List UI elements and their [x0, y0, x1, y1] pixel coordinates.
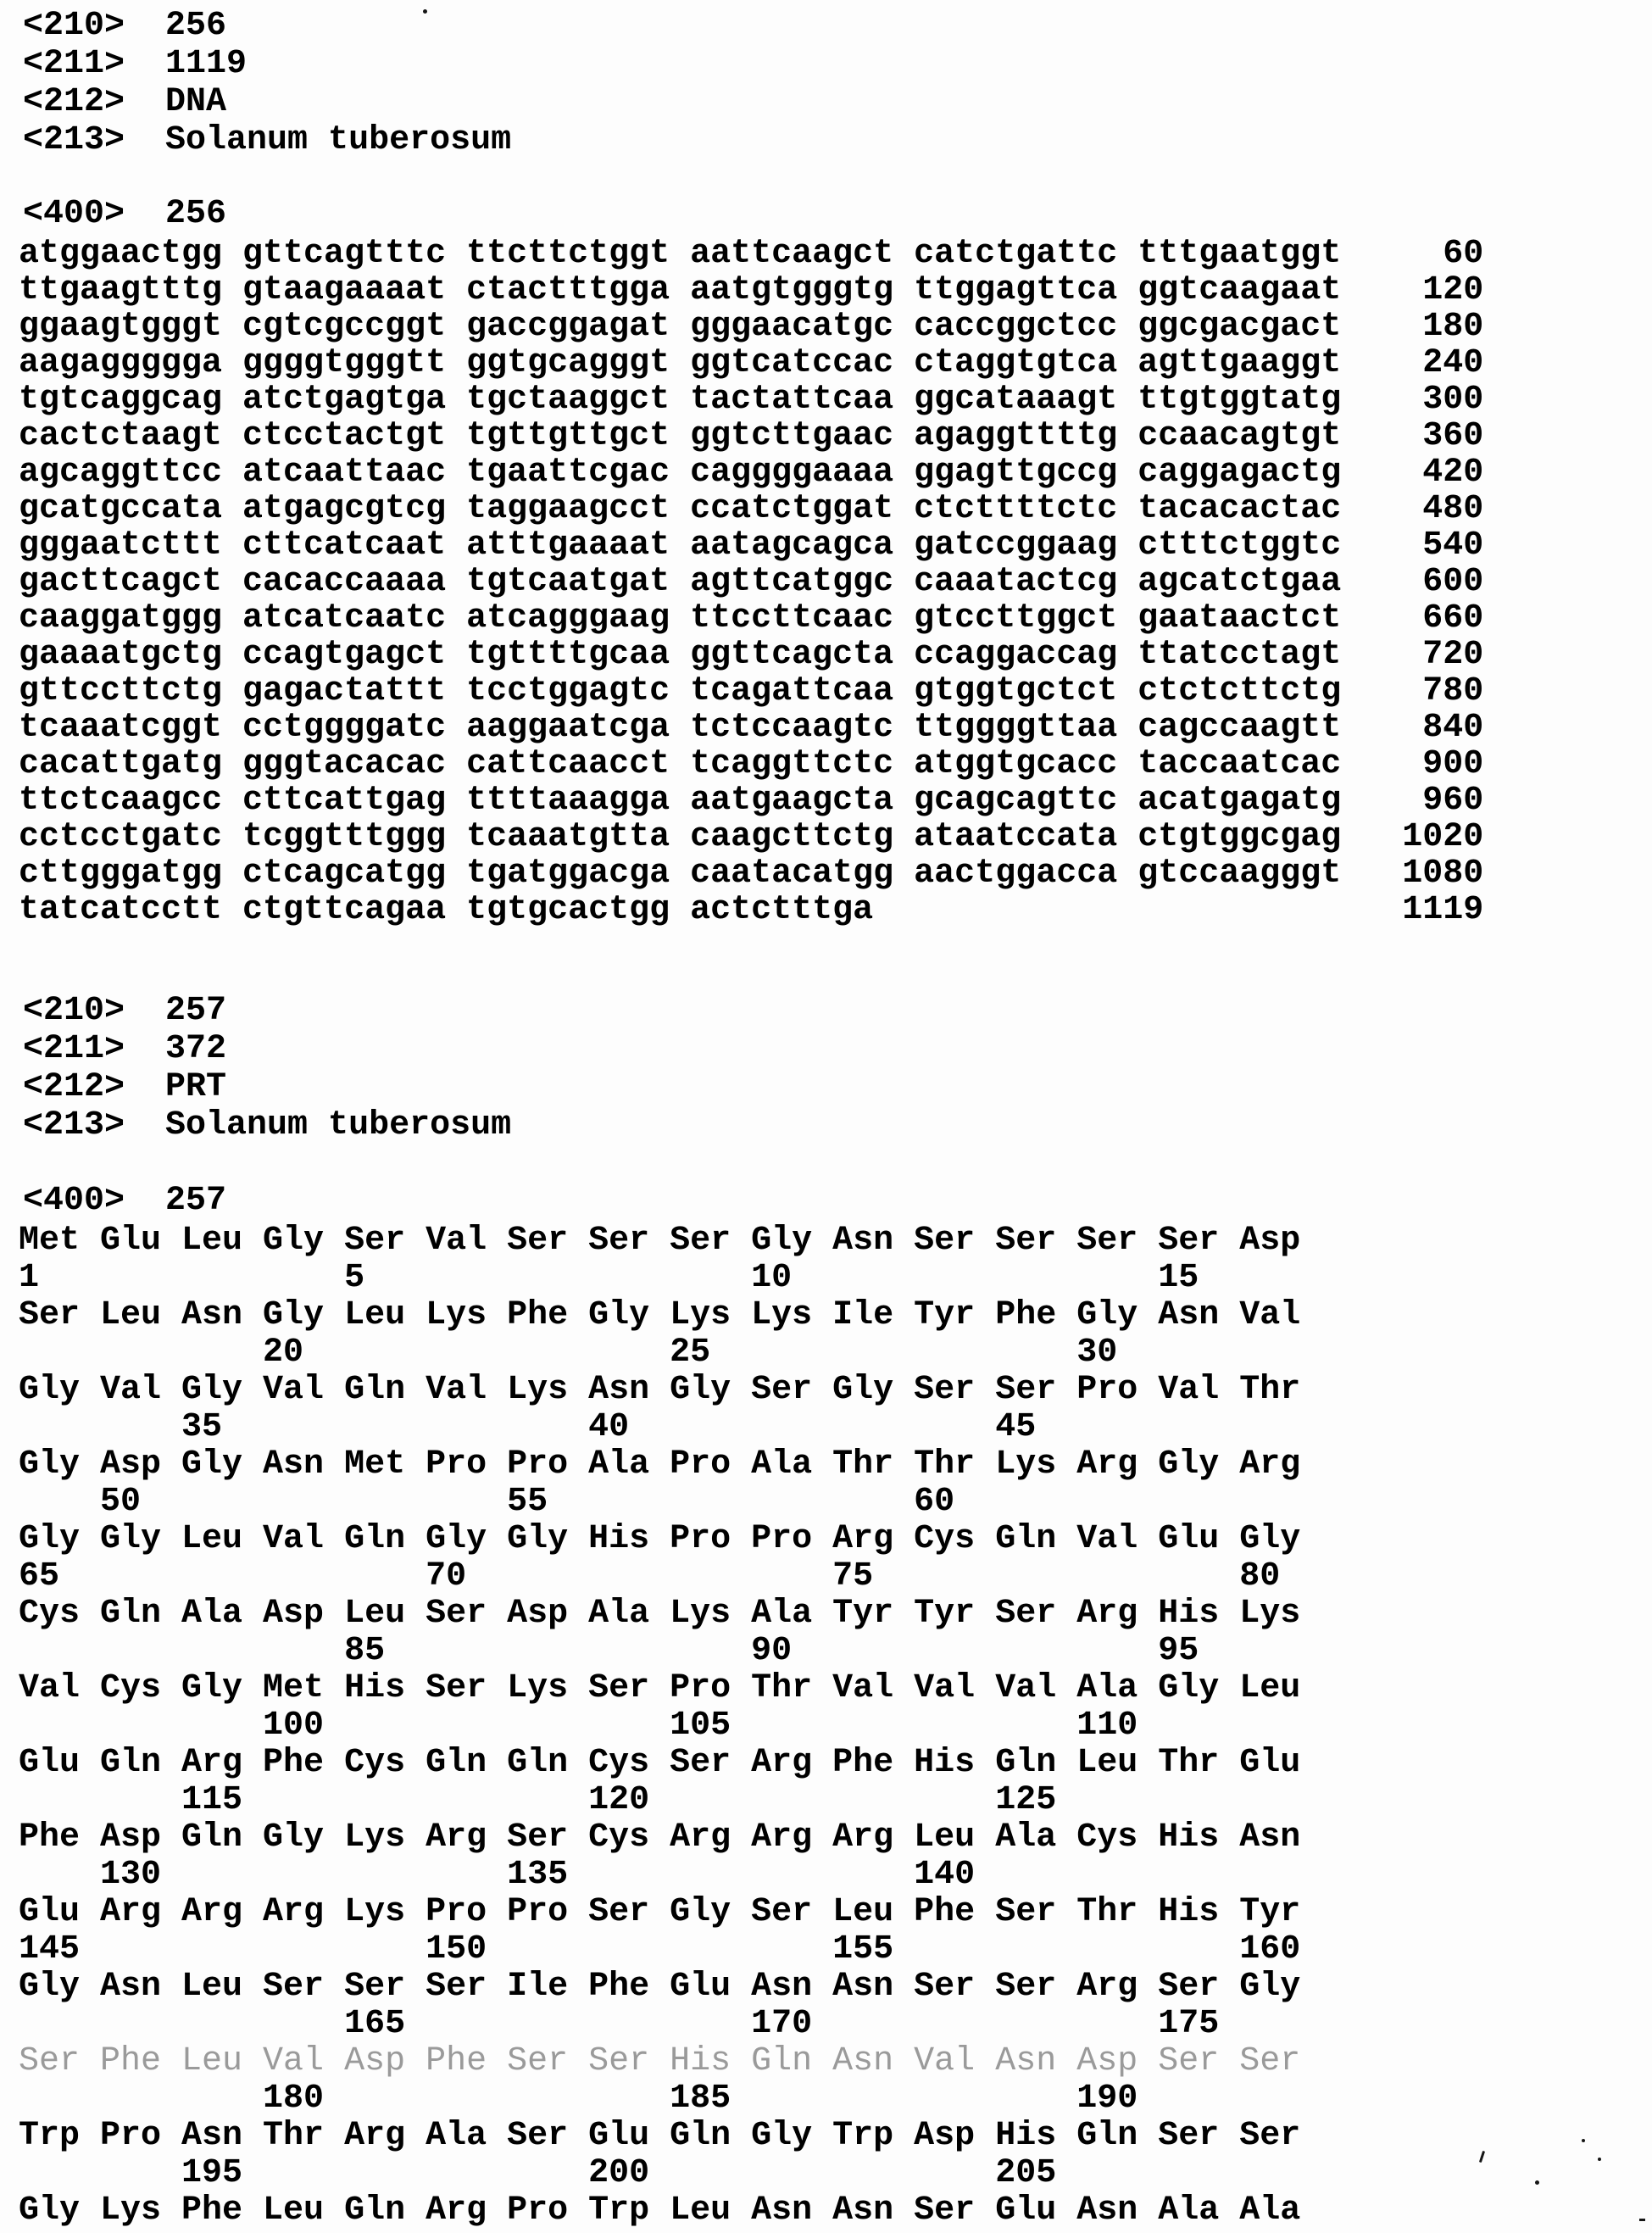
- protein-position-number-line: 1 5 10 15: [19, 1259, 1199, 1297]
- seq-257-label-value: 257: [165, 1182, 227, 1220]
- protein-residue-line: Gly Asp Gly Asn Met Pro Pro Ala Pro Ala Thr Thr Lys Arg Gly Arg: [19, 1445, 1301, 1484]
- protein-residue-line: Ser Phe Leu Val Asp Phe Ser Ser His Gln Asn Val Asn Asp Ser Ser: [19, 2042, 1301, 2080]
- dna-sequence-line: cacattgatg gggtacacac cattcaacct tcaggttctc atggtgcacc taccaatcac 900: [19, 745, 1484, 783]
- scan-speck-top: [423, 9, 427, 14]
- header-tag-line: <211> 1119: [23, 45, 248, 83]
- protein-position-number-line: 35 40 45: [19, 1408, 1037, 1446]
- dna-sequence-line: agcaggttcc atcaattaac tgaattcgac caggggaaaa ggagttgccg caggagactg 420: [19, 454, 1484, 492]
- seq-256-label-tag: <400>: [23, 195, 125, 233]
- seq-256-label-value: 256: [165, 195, 227, 233]
- protein-position-number-line: 180 185 190: [19, 2080, 1138, 2118]
- dna-sequence-line: caaggatggg atcatcaatc atcagggaag ttccttcaac gtccttggct gaataactct 660: [19, 599, 1484, 638]
- seq-257-label-tag: <400>: [23, 1182, 125, 1220]
- header-tag-line: <212> DNA: [23, 83, 227, 121]
- dna-sequence-line: tgtcaggcag atctgagtga tgctaaggct tactattcaa ggcataaagt ttgtggtatg 300: [19, 381, 1484, 419]
- header-tag-line: <212> PRT: [23, 1068, 227, 1106]
- protein-residue-line: Gly Gly Leu Val Gln Gly Gly His Pro Pro Arg Cys Gln Val Glu Gly: [19, 1520, 1301, 1558]
- seq-256-label-line: [23, 195, 226, 233]
- protein-residue-line: Phe Asp Gln Gly Lys Arg Ser Cys Arg Arg Arg Leu Ala Cys His Asn: [19, 1818, 1301, 1857]
- header-tag-line: <213> Solanum tuberosum: [23, 1106, 512, 1144]
- protein-residue-line: Met Glu Leu Gly Ser Val Ser Ser Ser Gly Asn Ser Ser Ser Ser Asp: [19, 1222, 1301, 1260]
- seq-256-dna-listing: [19, 236, 1483, 928]
- protein-position-number-line: 195 200 205: [19, 2154, 1057, 2192]
- header-tag-line: <213> Solanum tuberosum: [23, 121, 512, 159]
- dna-sequence-line: cttgggatgg ctcagcatgg tgatggacga caatacatgg aactggacca gtccaagggt 1080: [19, 855, 1484, 893]
- protein-residue-line: Gly Lys Phe Leu Gln Arg Pro Trp Leu Asn Asn Ser Glu Asn Ala Ala: [19, 2191, 1301, 2230]
- scan-tick-bottom-right: [1479, 2151, 1485, 2163]
- dna-sequence-line: gacttcagct cacaccaaaa tgtcaatgat agttcatggc caaatactcg agcatctgaa 600: [19, 563, 1484, 601]
- scan-speck-3: [1535, 2180, 1539, 2185]
- seq-257-header-block: [23, 992, 511, 1144]
- protein-residue-line: Val Cys Gly Met His Ser Lys Ser Pro Thr Val Val Val Ala Gly Leu: [19, 1669, 1301, 1707]
- protein-residue-line: Cys Gln Ala Asp Leu Ser Asp Ala Lys Ala Tyr Tyr Ser Arg His Lys: [19, 1595, 1301, 1633]
- seq-256-header-block: [23, 7, 511, 159]
- scan-speck-4: [1639, 2219, 1645, 2221]
- dna-sequence-line: gaaaatgctg ccagtgagct tgttttgcaa ggttcagcta ccaggaccag ttatcctagt 720: [19, 636, 1484, 674]
- protein-position-number-line: 50 55 60: [19, 1483, 955, 1521]
- protein-position-number-line: 100 105 110: [19, 1707, 1138, 1745]
- dna-sequence-line: tatcatcctt ctgttcagaa tgtgcactgg actctttga 1119: [19, 891, 1484, 929]
- scan-speck-1: [1582, 2139, 1585, 2142]
- protein-residue-line: Glu Gln Arg Phe Cys Gln Gln Cys Ser Arg Phe His Gln Leu Thr Glu: [19, 1744, 1301, 1782]
- dna-sequence-line: cactctaagt ctcctactgt tgttgttgct ggtcttgaac agaggttttg ccaacagtgt 360: [19, 417, 1484, 455]
- dna-sequence-line: tcaaatcggt cctggggatc aaggaatcga tctccaagtc ttggggttaa cagccaagtt 840: [19, 709, 1484, 747]
- dna-sequence-line: ggaagtgggt cgtcgccggt gaccggagat gggaacatgc caccggctcc ggcgacgact 180: [19, 308, 1484, 346]
- protein-position-number-line: 65 70 75 80: [19, 1557, 1281, 1595]
- dna-sequence-line: gggaatcttt cttcatcaat atttgaaaat aatagcagca gatccggaag ctttctggtc 540: [19, 526, 1484, 565]
- dna-sequence-line: ttctcaagcc cttcattgag ttttaaagga aatgaagcta gcagcagttc acatgagatg 960: [19, 782, 1484, 820]
- protein-position-number-line: 20 25 30: [19, 1334, 1118, 1372]
- protein-residue-line: Gly Val Gly Val Gln Val Lys Asn Gly Ser Gly Ser Ser Pro Val Thr: [19, 1371, 1301, 1409]
- header-tag-line: <210> 256: [23, 7, 227, 45]
- seq-257-label-line: [23, 1182, 226, 1220]
- seq-257-protein-listing: [19, 1222, 1300, 2230]
- dna-sequence-line: atggaactgg gttcagtttc ttcttctggt aattcaagct catctgattc tttgaatggt 60: [19, 235, 1484, 273]
- dna-sequence-line: ttgaagtttg gtaagaaaat ctactttgga aatgtgggtg ttggagttca ggtcaagaat 120: [19, 271, 1484, 309]
- dna-sequence-line: cctcctgatc tcggtttggg tcaaatgtta caagcttctg ataatccata ctgtggcgag 1020: [19, 818, 1484, 856]
- protein-position-number-line: 145 150 155 160: [19, 1930, 1301, 1968]
- header-tag-line: <211> 372: [23, 1030, 227, 1068]
- protein-position-number-line: 165 170 175: [19, 2005, 1220, 2043]
- header-tag-line: <210> 257: [23, 992, 227, 1030]
- protein-residue-line: Ser Leu Asn Gly Leu Lys Phe Gly Lys Lys Ile Tyr Phe Gly Asn Val: [19, 1296, 1301, 1334]
- protein-residue-line: Gly Asn Leu Ser Ser Ser Ile Phe Glu Asn Asn Ser Ser Arg Ser Gly: [19, 1968, 1301, 2006]
- protein-position-number-line: 115 120 125: [19, 1781, 1057, 1819]
- protein-position-number-line: 85 90 95: [19, 1632, 1199, 1670]
- dna-sequence-line: gttccttctg gagactattt tcctggagtc tcagattcaa gtggtgctct ctctcttctg 780: [19, 672, 1484, 710]
- dna-sequence-line: aagaggggga ggggtgggtt ggtgcagggt ggtcatccac ctaggtgtca agttgaaggt 240: [19, 344, 1484, 382]
- protein-residue-line: Glu Arg Arg Arg Lys Pro Pro Ser Gly Ser Leu Phe Ser Thr His Tyr: [19, 1893, 1301, 1931]
- scan-speck-2: [1598, 2158, 1601, 2161]
- protein-residue-line: Trp Pro Asn Thr Arg Ala Ser Glu Gln Gly Trp Asp His Gln Ser Ser: [19, 2117, 1301, 2155]
- dna-sequence-line: gcatgccata atgagcgtcg taggaagcct ccatctggat ctcttttctc tacacactac 480: [19, 490, 1484, 528]
- protein-position-number-line: 130 135 140: [19, 1856, 976, 1894]
